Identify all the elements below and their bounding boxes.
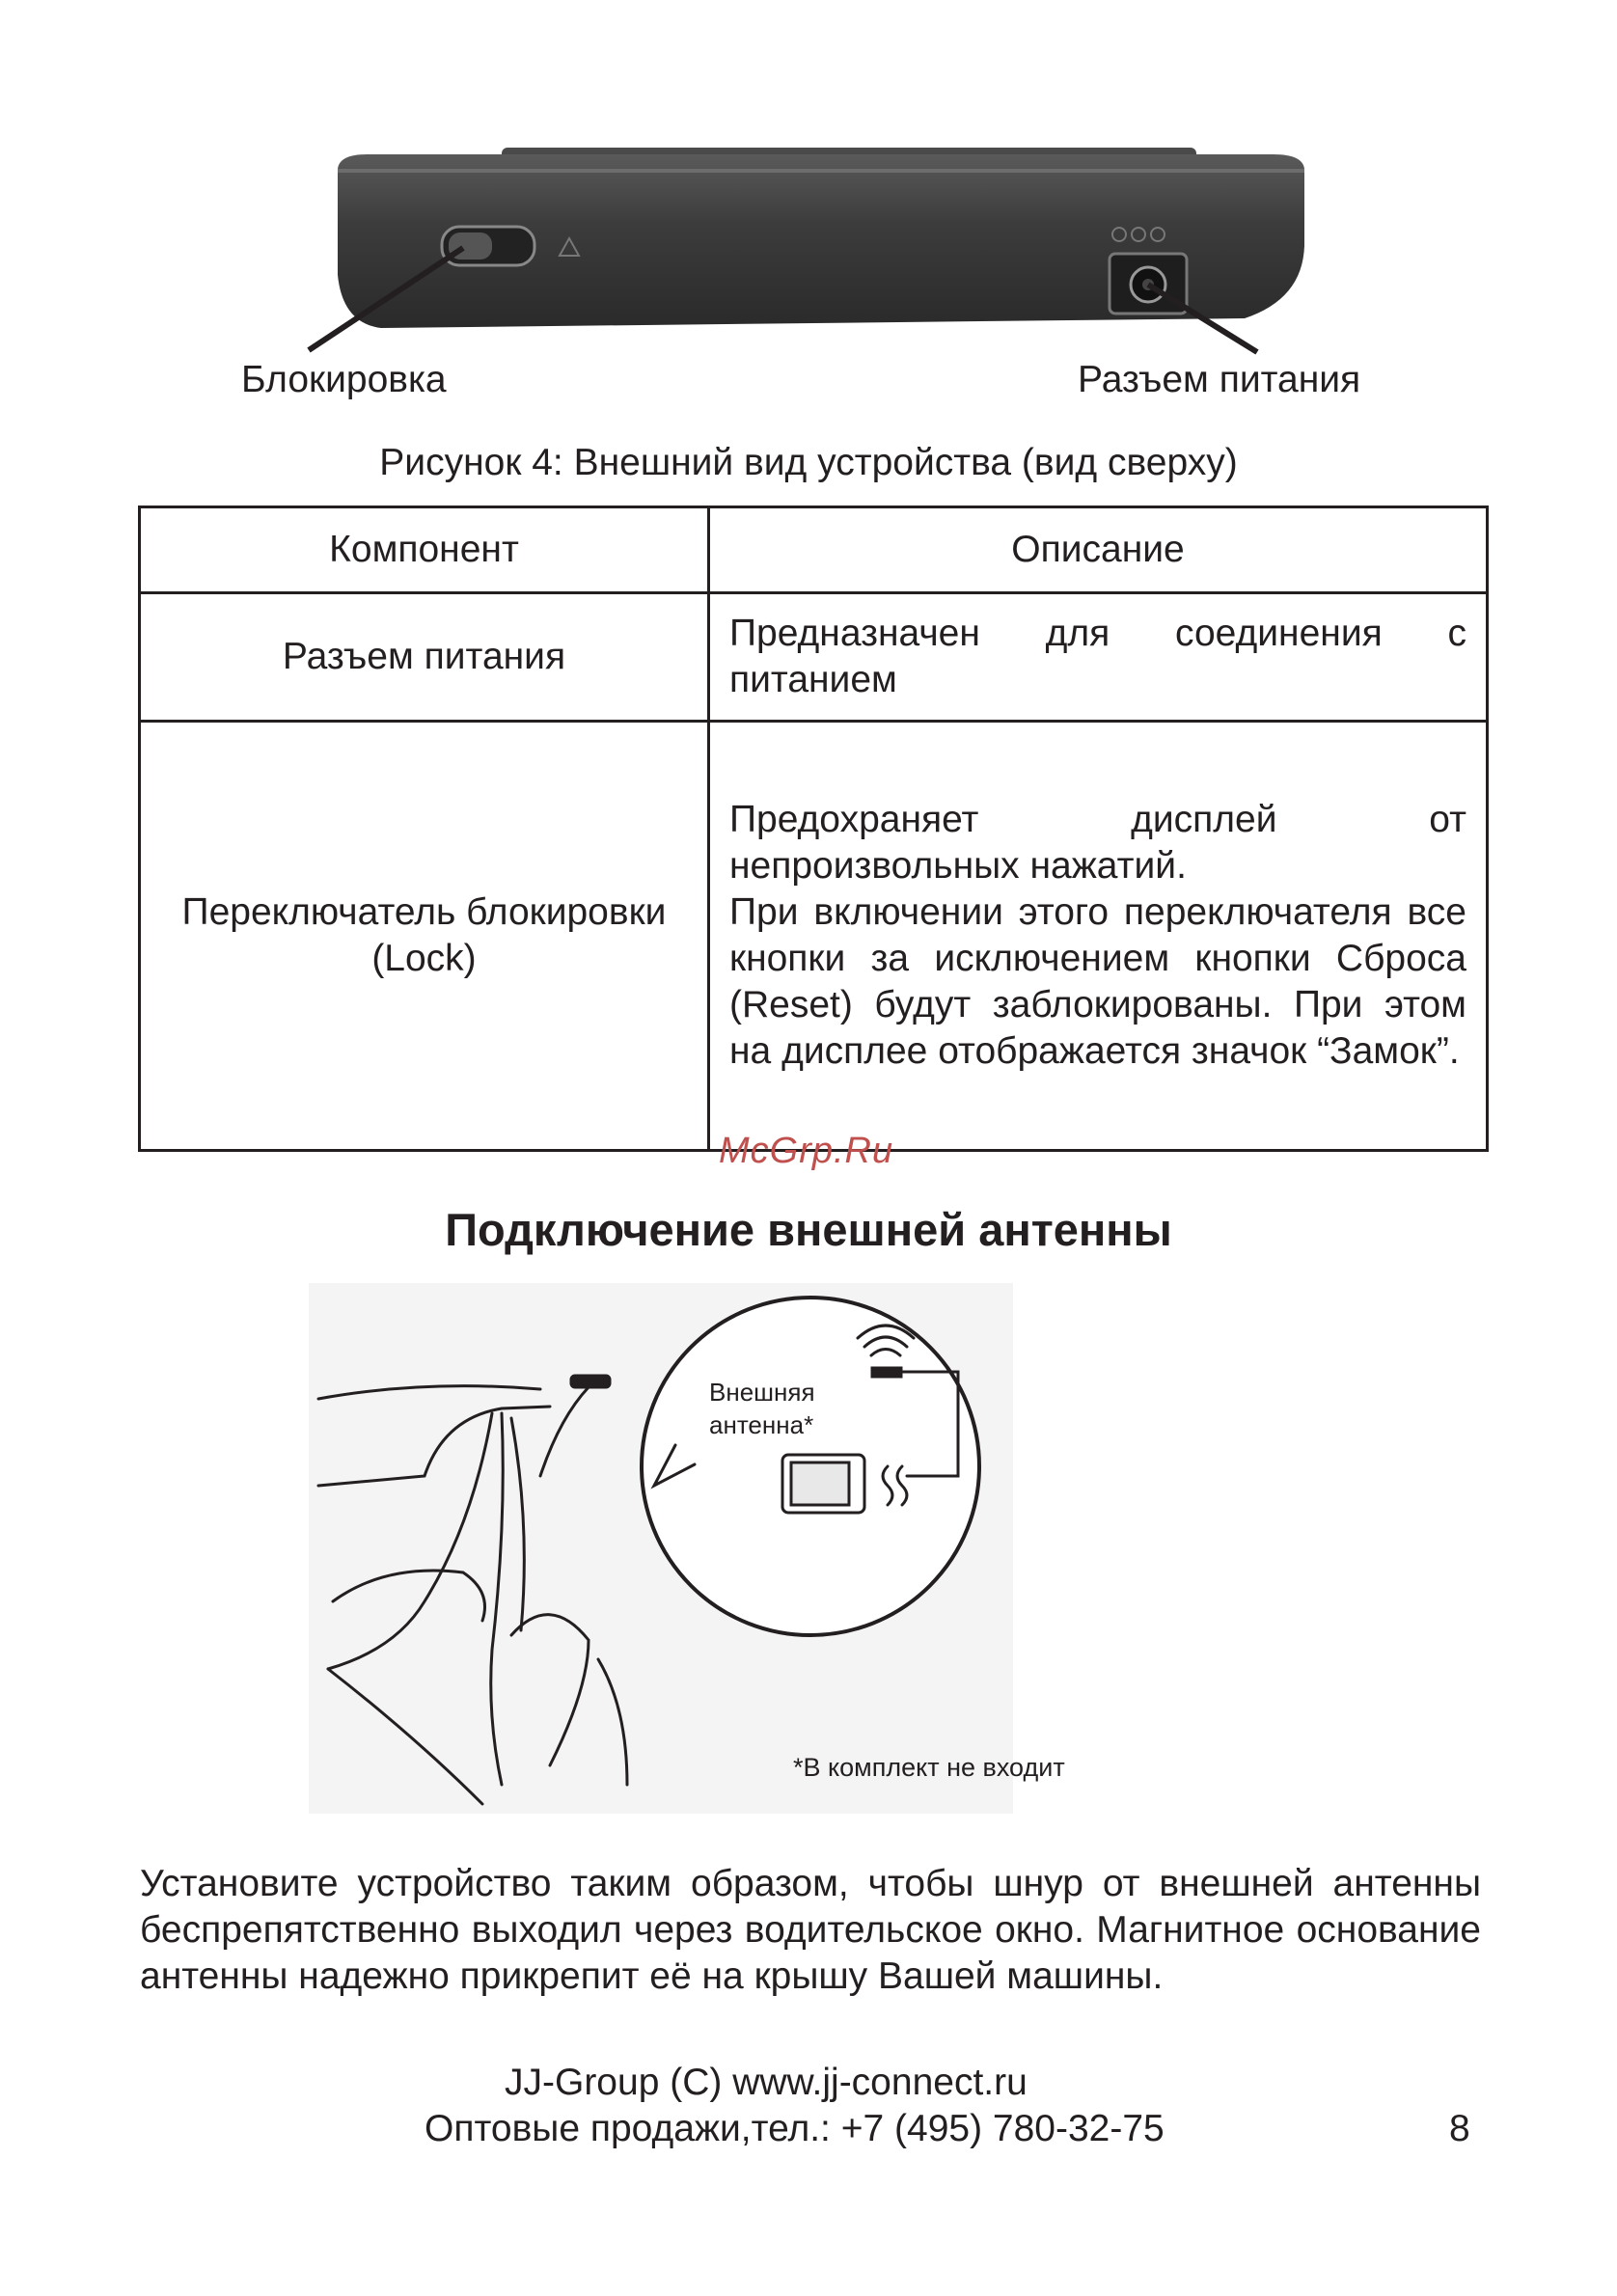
description-cell	[709, 593, 1488, 722]
component-cell	[140, 722, 709, 1151]
footer-copyright: JJ-Group (C) www.jj-connect.ru	[505, 2062, 1028, 2103]
table-header-row	[140, 507, 1488, 593]
description-text: Предохраняет дисплей от непроизвольных нажатий.	[729, 799, 1466, 887]
lock-callout-label: Блокировка	[241, 359, 447, 400]
component-cell	[140, 593, 709, 722]
header-description: Описание	[709, 507, 1488, 593]
header-component: Компонент	[140, 507, 709, 593]
table-row	[140, 593, 1488, 722]
description-cell	[709, 722, 1488, 1151]
table-row	[140, 722, 1488, 1151]
description-text: Предназначен для соединения с питанием	[729, 613, 1466, 700]
component-table	[138, 506, 1489, 1152]
description-text: При включении этого переключателя все кнопки за исключением кнопки Сброса (Reset) будут заблокированы. При этом на дисплее отображается значок “Замок”.	[729, 891, 1466, 1072]
watermark: McGrp.Ru	[719, 1131, 894, 1171]
component-name: Разъем питания	[282, 636, 566, 677]
footer-sales-phone: Оптовые продажи,тел.: +7 (495) 780-32-75	[425, 2108, 1165, 2149]
antenna-installation-illustration	[309, 1283, 1013, 1814]
figure-caption: Рисунок 4: Внешний вид устройства (вид сверху)	[379, 442, 1238, 483]
section-heading: Подключение внешней антенны	[445, 1204, 1172, 1255]
not-included-note: *В комплект не входит	[793, 1753, 1065, 1782]
power-connector-callout-label: Разъем питания	[1078, 359, 1361, 400]
component-name: Переключатель блокировки (Lock)	[181, 891, 667, 979]
page-number: 8	[1449, 2108, 1470, 2149]
antenna-label-line1: Внешняя	[709, 1378, 815, 1407]
installation-paragraph: Установите устройство таким образом, чтобы шнур от внешней антенны беспрепятственно выходил через водительское окно. Магнитное основание антенны надежно прикрепит её на крышу Вашей машины.	[140, 1863, 1481, 1997]
antenna-label-line2: антенна*	[709, 1410, 814, 1439]
